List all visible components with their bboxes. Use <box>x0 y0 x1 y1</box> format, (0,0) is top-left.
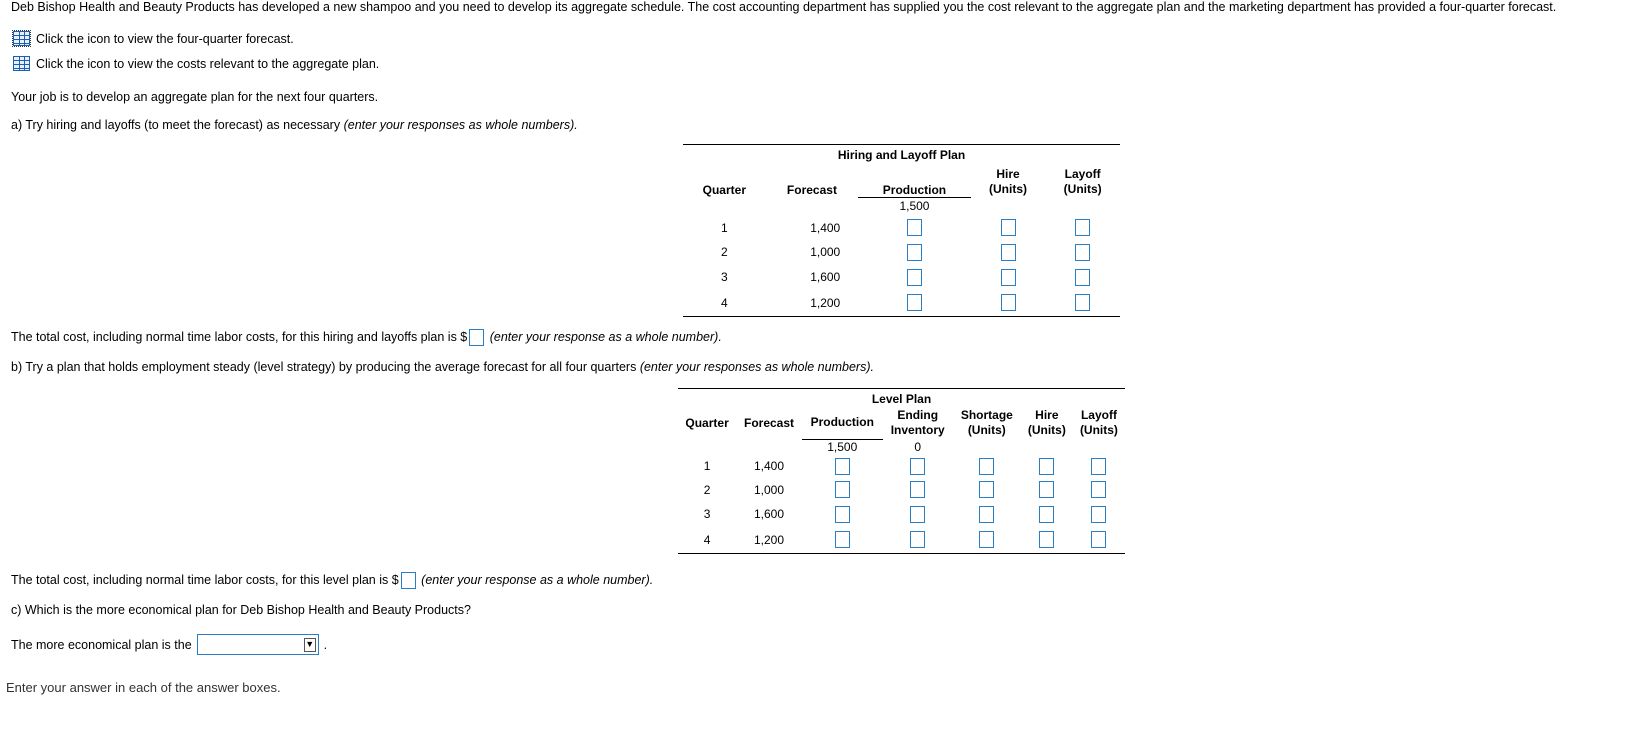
initial-row-hire <box>971 197 1046 215</box>
ending-inventory-input-q1[interactable] <box>910 458 925 475</box>
initial-row-forecast <box>766 197 859 215</box>
table-row <box>683 240 1120 264</box>
col-forecast: Forecast <box>786 183 837 197</box>
row-forecast: 1,400 <box>810 220 841 235</box>
col-hire <box>1021 406 1073 439</box>
table-row <box>683 215 1120 240</box>
shortage-input-q3[interactable] <box>979 506 994 523</box>
row-quarter: 4 <box>678 527 736 553</box>
level-layoff-input-q4[interactable] <box>1091 531 1106 548</box>
col-hire <box>971 163 1046 197</box>
part-a-text: a) Try hiring and layoffs (to meet the forecast) as necessary <box>11 118 341 132</box>
table-row <box>678 527 1125 553</box>
col-production: Production <box>882 182 947 197</box>
dropdown-arrow-icon: ▼ <box>304 638 316 652</box>
part-b-total-hint: (enter your response as a whole number). <box>421 572 654 587</box>
level-production-input-q3[interactable] <box>835 506 850 523</box>
hire-input-q3[interactable] <box>1001 269 1016 286</box>
costs-link-text: Click the icon to view the costs relevant to the aggregate plan. <box>36 56 380 71</box>
col-forecast: Forecast <box>743 415 795 430</box>
initial-row-forecast <box>736 439 802 454</box>
col-layoff-l1: Layoff <box>1064 167 1101 181</box>
layoff-input-q3[interactable] <box>1075 269 1090 286</box>
part-b-total <box>11 572 653 589</box>
col-layoff <box>1045 163 1120 197</box>
part-b-total-text: The total cost, including normal time labor costs, for this level plan is $ <box>11 572 399 587</box>
production-input-q2[interactable] <box>907 244 922 261</box>
row-forecast: 1,000 <box>753 482 785 497</box>
layoff-input-q1[interactable] <box>1075 219 1090 236</box>
row-forecast: 1,000 <box>810 245 841 259</box>
footer-instruction: Enter your answer in each of the answer boxes. <box>6 680 281 695</box>
initial-production: 1,500 <box>858 197 970 215</box>
col-layoff-l2: (Units) <box>1079 422 1118 437</box>
row-forecast: 1,200 <box>766 290 859 316</box>
table-row <box>683 264 1120 290</box>
level-plan-title: Level Plan <box>678 389 1125 407</box>
level-layoff-input-q1[interactable] <box>1091 458 1106 475</box>
initial-row-layoff <box>1045 197 1120 215</box>
row-quarter: 3 <box>703 507 711 521</box>
table-row <box>683 290 1120 316</box>
costs-link-row <box>13 56 379 71</box>
part-a-total <box>11 329 722 346</box>
production-input-q4[interactable] <box>907 294 922 311</box>
col-quarter: Quarter <box>685 415 729 430</box>
shortage-input-q1[interactable] <box>979 458 994 475</box>
part-c-answer-text: The more economical plan is the <box>11 637 192 652</box>
col-layoff-l2: (Units) <box>1063 182 1102 196</box>
part-a-hint: (enter your responses as whole numbers). <box>343 118 578 132</box>
col-layoff-l1: Layoff <box>1080 407 1117 422</box>
row-forecast: 1,600 <box>810 270 841 284</box>
col-layoff <box>1073 406 1125 439</box>
row-quarter: 4 <box>683 290 766 316</box>
hiring-layoff-table <box>683 144 1120 317</box>
part-c-period: . <box>323 637 328 652</box>
col-hire-l1: Hire <box>1035 407 1059 422</box>
row-quarter: 2 <box>703 482 711 497</box>
col-shortage-l2: (Units) <box>967 422 1006 437</box>
col-shortage-l1: Shortage <box>960 407 1013 422</box>
initial-row-quarter <box>683 197 766 215</box>
layoff-input-q2[interactable] <box>1075 244 1090 261</box>
level-production-input-q2[interactable] <box>835 481 850 498</box>
hire-input-q1[interactable] <box>1001 219 1016 236</box>
economical-plan-select[interactable] <box>197 634 319 655</box>
hire-input-q2[interactable] <box>1001 244 1016 261</box>
level-hire-input-q4[interactable] <box>1039 531 1054 548</box>
initial-inventory: 0 <box>914 439 922 454</box>
level-total-cost-input[interactable] <box>401 572 416 589</box>
shortage-input-q2[interactable] <box>979 481 994 498</box>
col-hire-l2: (Units) <box>1027 422 1066 437</box>
initial-row-layoff <box>1073 439 1125 454</box>
initial-row-quarter <box>678 439 736 454</box>
level-hire-input-q3[interactable] <box>1039 506 1054 523</box>
shortage-input-q4[interactable] <box>979 531 994 548</box>
initial-production: 1,500 <box>802 439 883 454</box>
row-quarter: 1 <box>720 220 728 235</box>
forecast-link-text: Click the icon to view the four-quarter forecast. <box>36 31 294 46</box>
table-row <box>678 478 1125 501</box>
initial-row-shortage <box>953 439 1021 454</box>
level-layoff-input-q3[interactable] <box>1091 506 1106 523</box>
level-production-input-q4[interactable] <box>835 531 850 548</box>
row-forecast: 1,400 <box>753 459 785 473</box>
initial-row-hire <box>1021 439 1073 454</box>
forecast-link-row <box>13 31 294 46</box>
col-quarter: Quarter <box>702 183 746 197</box>
part-a-prompt <box>11 118 578 132</box>
row-quarter: 2 <box>720 245 728 259</box>
table-row <box>678 454 1125 478</box>
level-hire-input-q1[interactable] <box>1039 458 1054 475</box>
problem-intro: Deb Bishop Health and Beauty Products has developed a new shampoo and you need to develop its aggregate schedule. The cost accounting department has supplied you the cost relevant to the aggregate plan and the marketing department has provided a four-quarter forecast. <box>11 0 1557 14</box>
production-input-q3[interactable] <box>907 269 922 286</box>
hire-input-q4[interactable] <box>1001 294 1016 311</box>
part-a-total-text: The total cost, including normal time labor costs, for this hiring and layoffs plan is $ <box>11 329 468 344</box>
layoff-input-q4[interactable] <box>1075 294 1090 311</box>
level-hire-input-q2[interactable] <box>1039 481 1054 498</box>
part-a-total-hint: (enter your response as a whole number). <box>489 329 722 344</box>
part-b-prompt <box>11 360 874 374</box>
part-b-text: b) Try a plan that holds employment steady (level strategy) by producing the average forecast for all four quarters <box>11 360 637 374</box>
ending-inventory-input-q4[interactable] <box>910 531 925 548</box>
forecast-table-icon[interactable] <box>13 31 30 46</box>
col-ending-l1: Ending <box>897 407 939 422</box>
row-forecast: 1,200 <box>736 527 802 553</box>
costs-table-icon[interactable] <box>13 56 30 71</box>
col-shortage <box>953 406 1021 439</box>
job-statement: Your job is to develop an aggregate plan for the next four quarters. <box>11 90 379 104</box>
row-quarter: 3 <box>720 270 728 284</box>
col-production: Production <box>810 415 874 430</box>
ending-inventory-input-q2[interactable] <box>910 481 925 498</box>
level-layoff-input-q2[interactable] <box>1091 481 1106 498</box>
col-hire-l1: Hire <box>996 167 1020 181</box>
part-c-answer-row <box>11 634 327 655</box>
hiring-layoff-title: Hiring and Layoff Plan <box>683 145 1120 164</box>
row-quarter: 1 <box>703 459 711 473</box>
col-ending-inventory <box>883 406 953 439</box>
hiring-total-cost-input[interactable] <box>469 329 484 346</box>
table-row <box>678 501 1125 527</box>
ending-inventory-input-q3[interactable] <box>910 506 925 523</box>
col-ending-l2: Inventory <box>890 422 945 437</box>
level-plan-table <box>678 388 1125 554</box>
row-forecast: 1,600 <box>753 507 785 521</box>
part-b-hint: (enter your responses as whole numbers). <box>639 360 874 374</box>
col-hire-l2: (Units) <box>989 182 1027 196</box>
part-c-prompt: c) Which is the more economical plan for Deb Bishop Health and Beauty Products? <box>11 603 471 617</box>
level-production-input-q1[interactable] <box>835 458 850 475</box>
production-input-q1[interactable] <box>907 219 922 236</box>
